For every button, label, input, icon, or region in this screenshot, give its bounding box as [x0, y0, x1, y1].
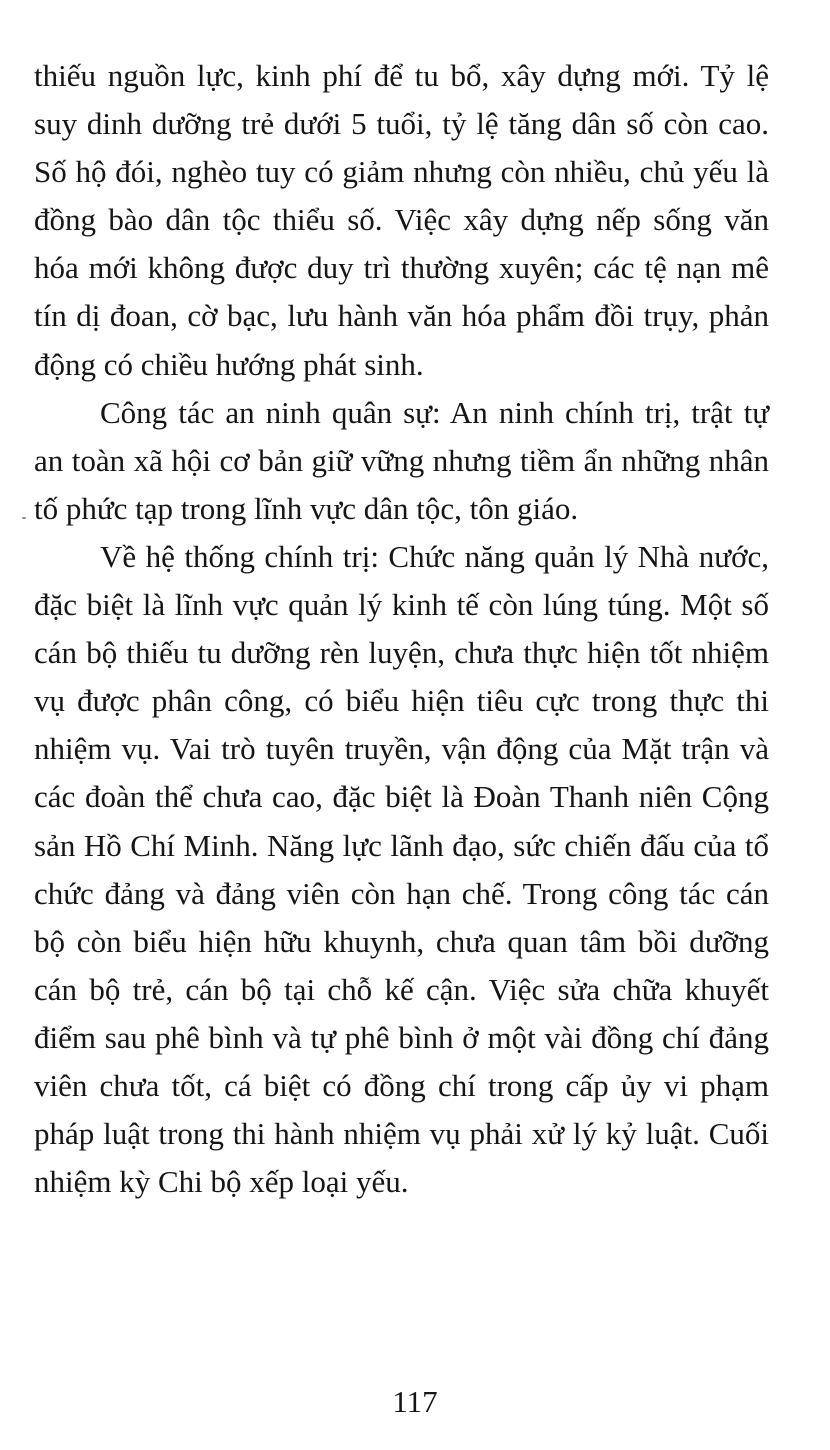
paragraph-security-military: Công tác an ninh quân sự: An ninh chính trị, trật tự an toàn xã hội cơ bản giữ vững nhưng tiềm ẩn những nhân tố phức tạp trong lĩnh vực dân tộc, tôn giáo. — [34, 394, 769, 526]
paragraph-shortcomings-continued: thiếu nguồn lực, kinh phí để tu bổ, xây dựng mới. Tỷ lệ suy dinh dưỡng trẻ dưới 5 tuổi, tỷ lệ tăng dân số còn cao. Số hộ đói, nghèo tuy có giảm nhưng còn nhiều, chủ yếu là đồng bào dân tộc thiểu số. Việc xây dựng nếp sống văn hóa mới không được duy trì thường xuyên; các tệ nạn mê tín dị đoan, cờ bạc, lưu hành văn hóa phẩm đồi trụy, phản động có chiều hướng phát sinh. — [34, 58, 769, 382]
page-number: 117 — [392, 1384, 438, 1419]
scan-speck — [22, 517, 26, 519]
paragraph-political-system: Về hệ thống chính trị: Chức năng quản lý Nhà nước, đặc biệt là lĩnh vực quản lý kinh tế còn lúng túng. Một số cán bộ thiếu tu dưỡng rèn luyện, chưa thực hiện tốt nhiệm vụ được phân công, có biểu hiện tiêu cực trong thực thi nhiệm vụ. Vai trò tuyên truyền, vận động của Mặt trận và các đoàn thể chưa cao, đặc biệt là Đoàn Thanh niên Cộng sản Hồ Chí Minh. Năng lực lãnh đạo, sức chiến đấu của tổ chức đảng và đảng viên còn hạn chế. Trong công tác cán bộ còn biểu hiện hữu khuynh, chưa quan tâm bồi dưỡng cán bộ trẻ, cán bộ tại chỗ kế cận. Việc sửa chữa khuyết điểm sau phê bình và tự phê bình ở một vài đồng chí đảng viên chưa tốt, cá biệt có đồng chí trong cấp ủy vi phạm pháp luật trong thi hành nhiệm vụ phải xử lý kỷ luật. Cuối nhiệm kỳ Chi bộ xếp loại yếu. — [34, 538, 769, 1200]
body-text — [34, 52, 769, 1206]
